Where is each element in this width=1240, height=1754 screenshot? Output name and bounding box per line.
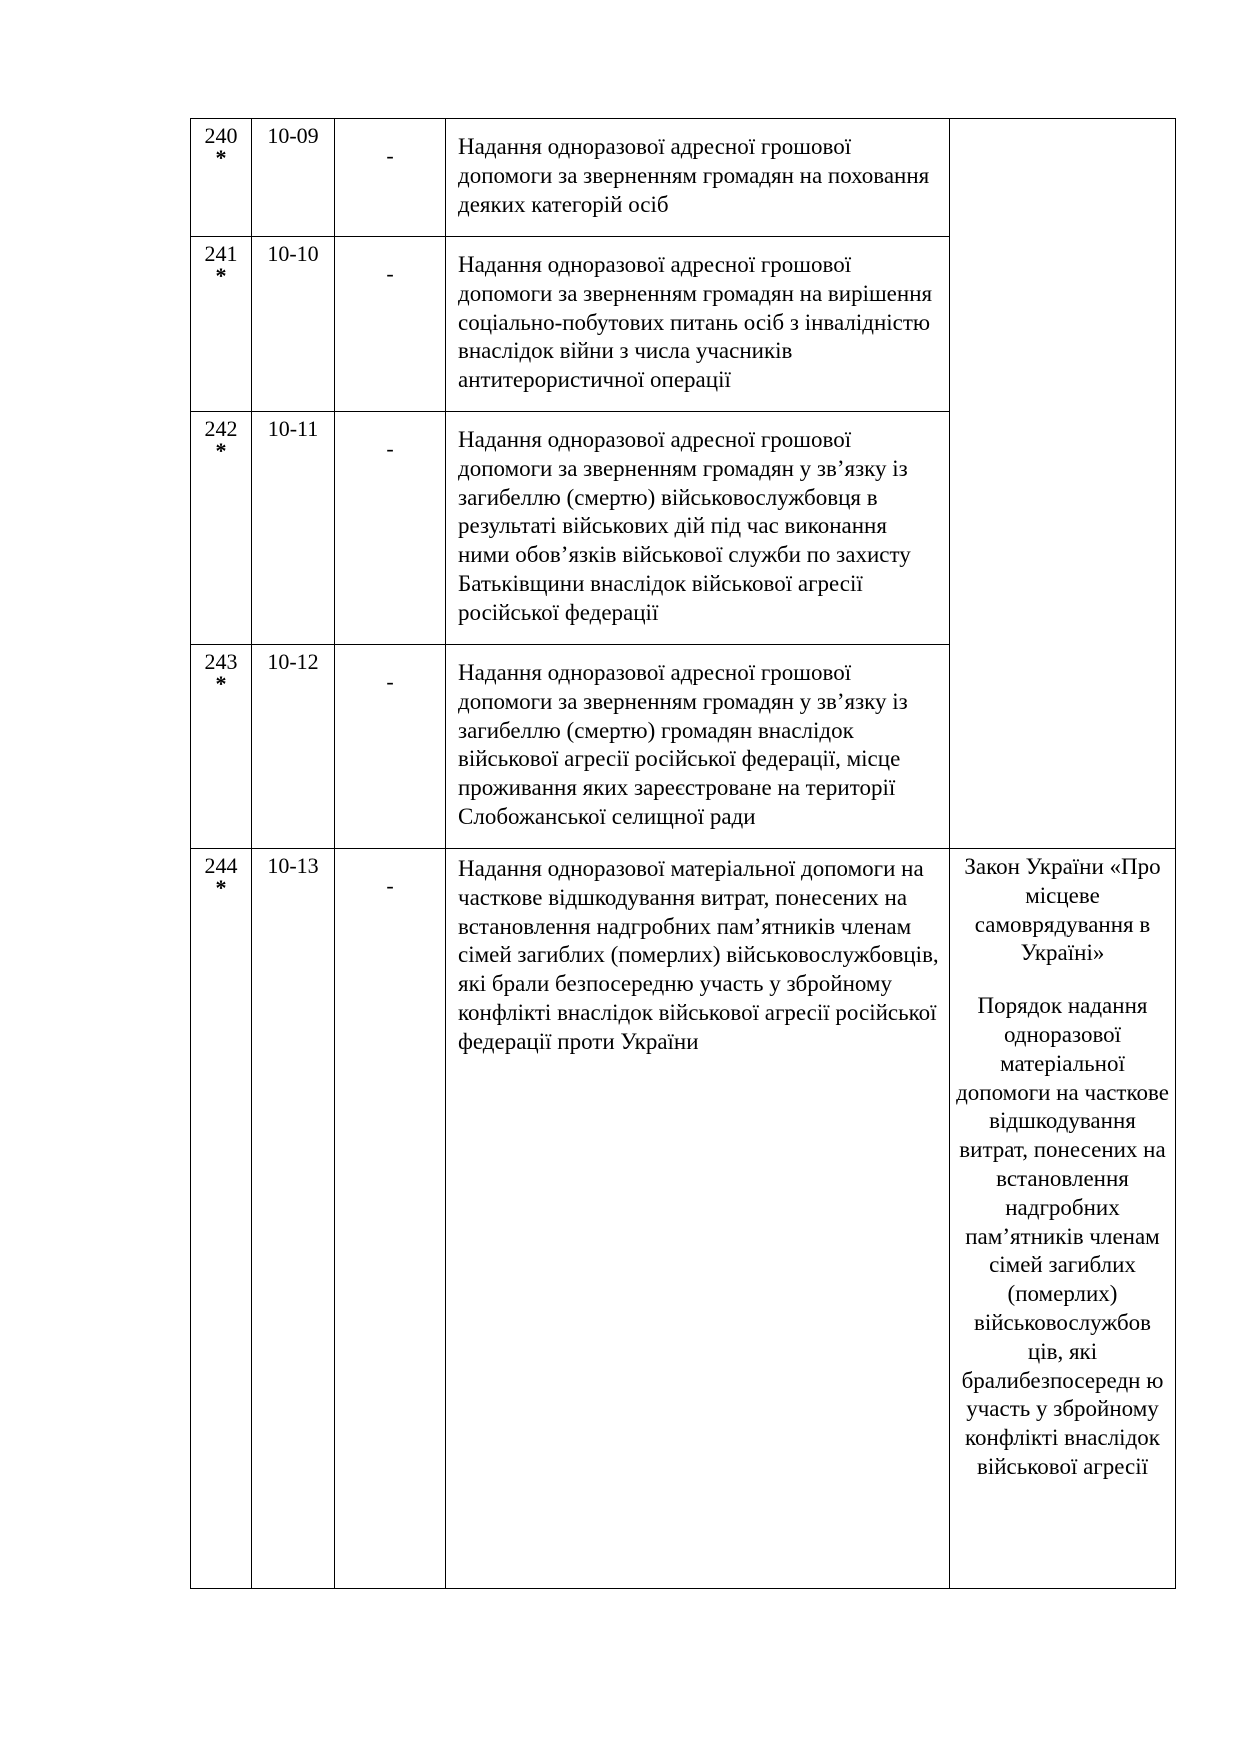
legal-basis-order: Порядок надання одноразової матеріальної допомоги на часткове відшкодування витрат, понесених на встановлення надгробних пам’ятників членам сімей загиблих (померлих) військовослужбов ців, які бралибезпосередн ю участь у збройному конфлікті внаслідок військової агресії <box>956 993 1169 1479</box>
row-number: 241 <box>204 241 238 266</box>
service-code: 10-10 <box>267 241 319 266</box>
row-number: 242 <box>204 416 238 441</box>
dash-cell <box>335 119 446 237</box>
description-cell <box>446 849 950 1589</box>
asterisk-mark: * <box>215 145 227 170</box>
legal-basis-cell-empty <box>950 119 1176 849</box>
asterisk-mark: * <box>215 263 227 288</box>
row-number-cell <box>191 237 252 412</box>
service-description: Надання одноразової адресної грошової допомоги за зверненням громадян на вирішення соціально-побутових питань осіб з інвалідністю внаслідок війни з числа учасників антитерористичної операції <box>458 252 933 393</box>
row-number: 243 <box>204 649 238 674</box>
service-description: Надання одноразової адресної грошової допомоги за зверненням громадян на поховання деяких категорій осіб <box>458 134 930 217</box>
row-number: 240 <box>204 123 238 148</box>
row-number-cell <box>191 645 252 849</box>
asterisk-mark: * <box>215 671 227 696</box>
services-table <box>190 118 1176 1589</box>
dash-mark: - <box>386 143 394 168</box>
dash-cell <box>335 412 446 645</box>
table-row <box>191 849 1176 1589</box>
dash-cell <box>335 849 446 1589</box>
service-description: Надання одноразової адресної грошової допомоги за зверненням громадян у зв’язку із загибеллю (смертю) громадян внаслідок військової агресії російської федерації, місце проживання яких зареєстроване на території Слобожанської селищної ради <box>458 660 908 829</box>
service-code-cell <box>252 849 335 1589</box>
asterisk-mark: * <box>215 875 227 900</box>
dash-mark: - <box>386 436 394 461</box>
service-code-cell <box>252 412 335 645</box>
dash-mark: - <box>386 873 394 898</box>
description-cell <box>446 237 950 412</box>
dash-cell <box>335 237 446 412</box>
service-code-cell <box>252 237 335 412</box>
service-description: Надання одноразової адресної грошової допомоги за зверненням громадян у зв’язку із загибеллю (смертю) військовослужбовця в результаті військових дій під час виконання ними обов’язків військової служби по захисту Батьківщини внаслідок військової агресії російської федерації <box>458 427 911 625</box>
service-description: Надання одноразової матеріальної допомоги на часткове відшкодування витрат, понесених на встановлення надгробних пам’ятників членам сімей загиблих (померлих) військовослужбовців, які брали безпосередню участь у збройному конфлікті внаслідок військової агресії російської федерації проти України <box>458 856 939 1054</box>
service-code-cell <box>252 119 335 237</box>
description-cell <box>446 412 950 645</box>
row-number: 244 <box>204 853 238 878</box>
service-code: 10-13 <box>267 853 319 878</box>
row-number-cell <box>191 849 252 1589</box>
service-code: 10-11 <box>267 416 319 441</box>
row-number-cell <box>191 119 252 237</box>
service-code-cell <box>252 645 335 849</box>
row-number-cell <box>191 412 252 645</box>
legal-basis-cell <box>950 849 1176 1589</box>
table-row <box>191 119 1176 237</box>
asterisk-mark: * <box>215 438 227 463</box>
dash-mark: - <box>386 669 394 694</box>
service-code: 10-09 <box>267 123 319 148</box>
legal-basis-law: Закон України «Про місцеве самоврядування в Україні» <box>964 854 1161 966</box>
dash-mark: - <box>386 261 394 286</box>
legal-basis <box>950 849 1175 1482</box>
description-cell <box>446 645 950 849</box>
service-code: 10-12 <box>267 649 319 674</box>
dash-cell <box>335 645 446 849</box>
description-cell <box>446 119 950 237</box>
